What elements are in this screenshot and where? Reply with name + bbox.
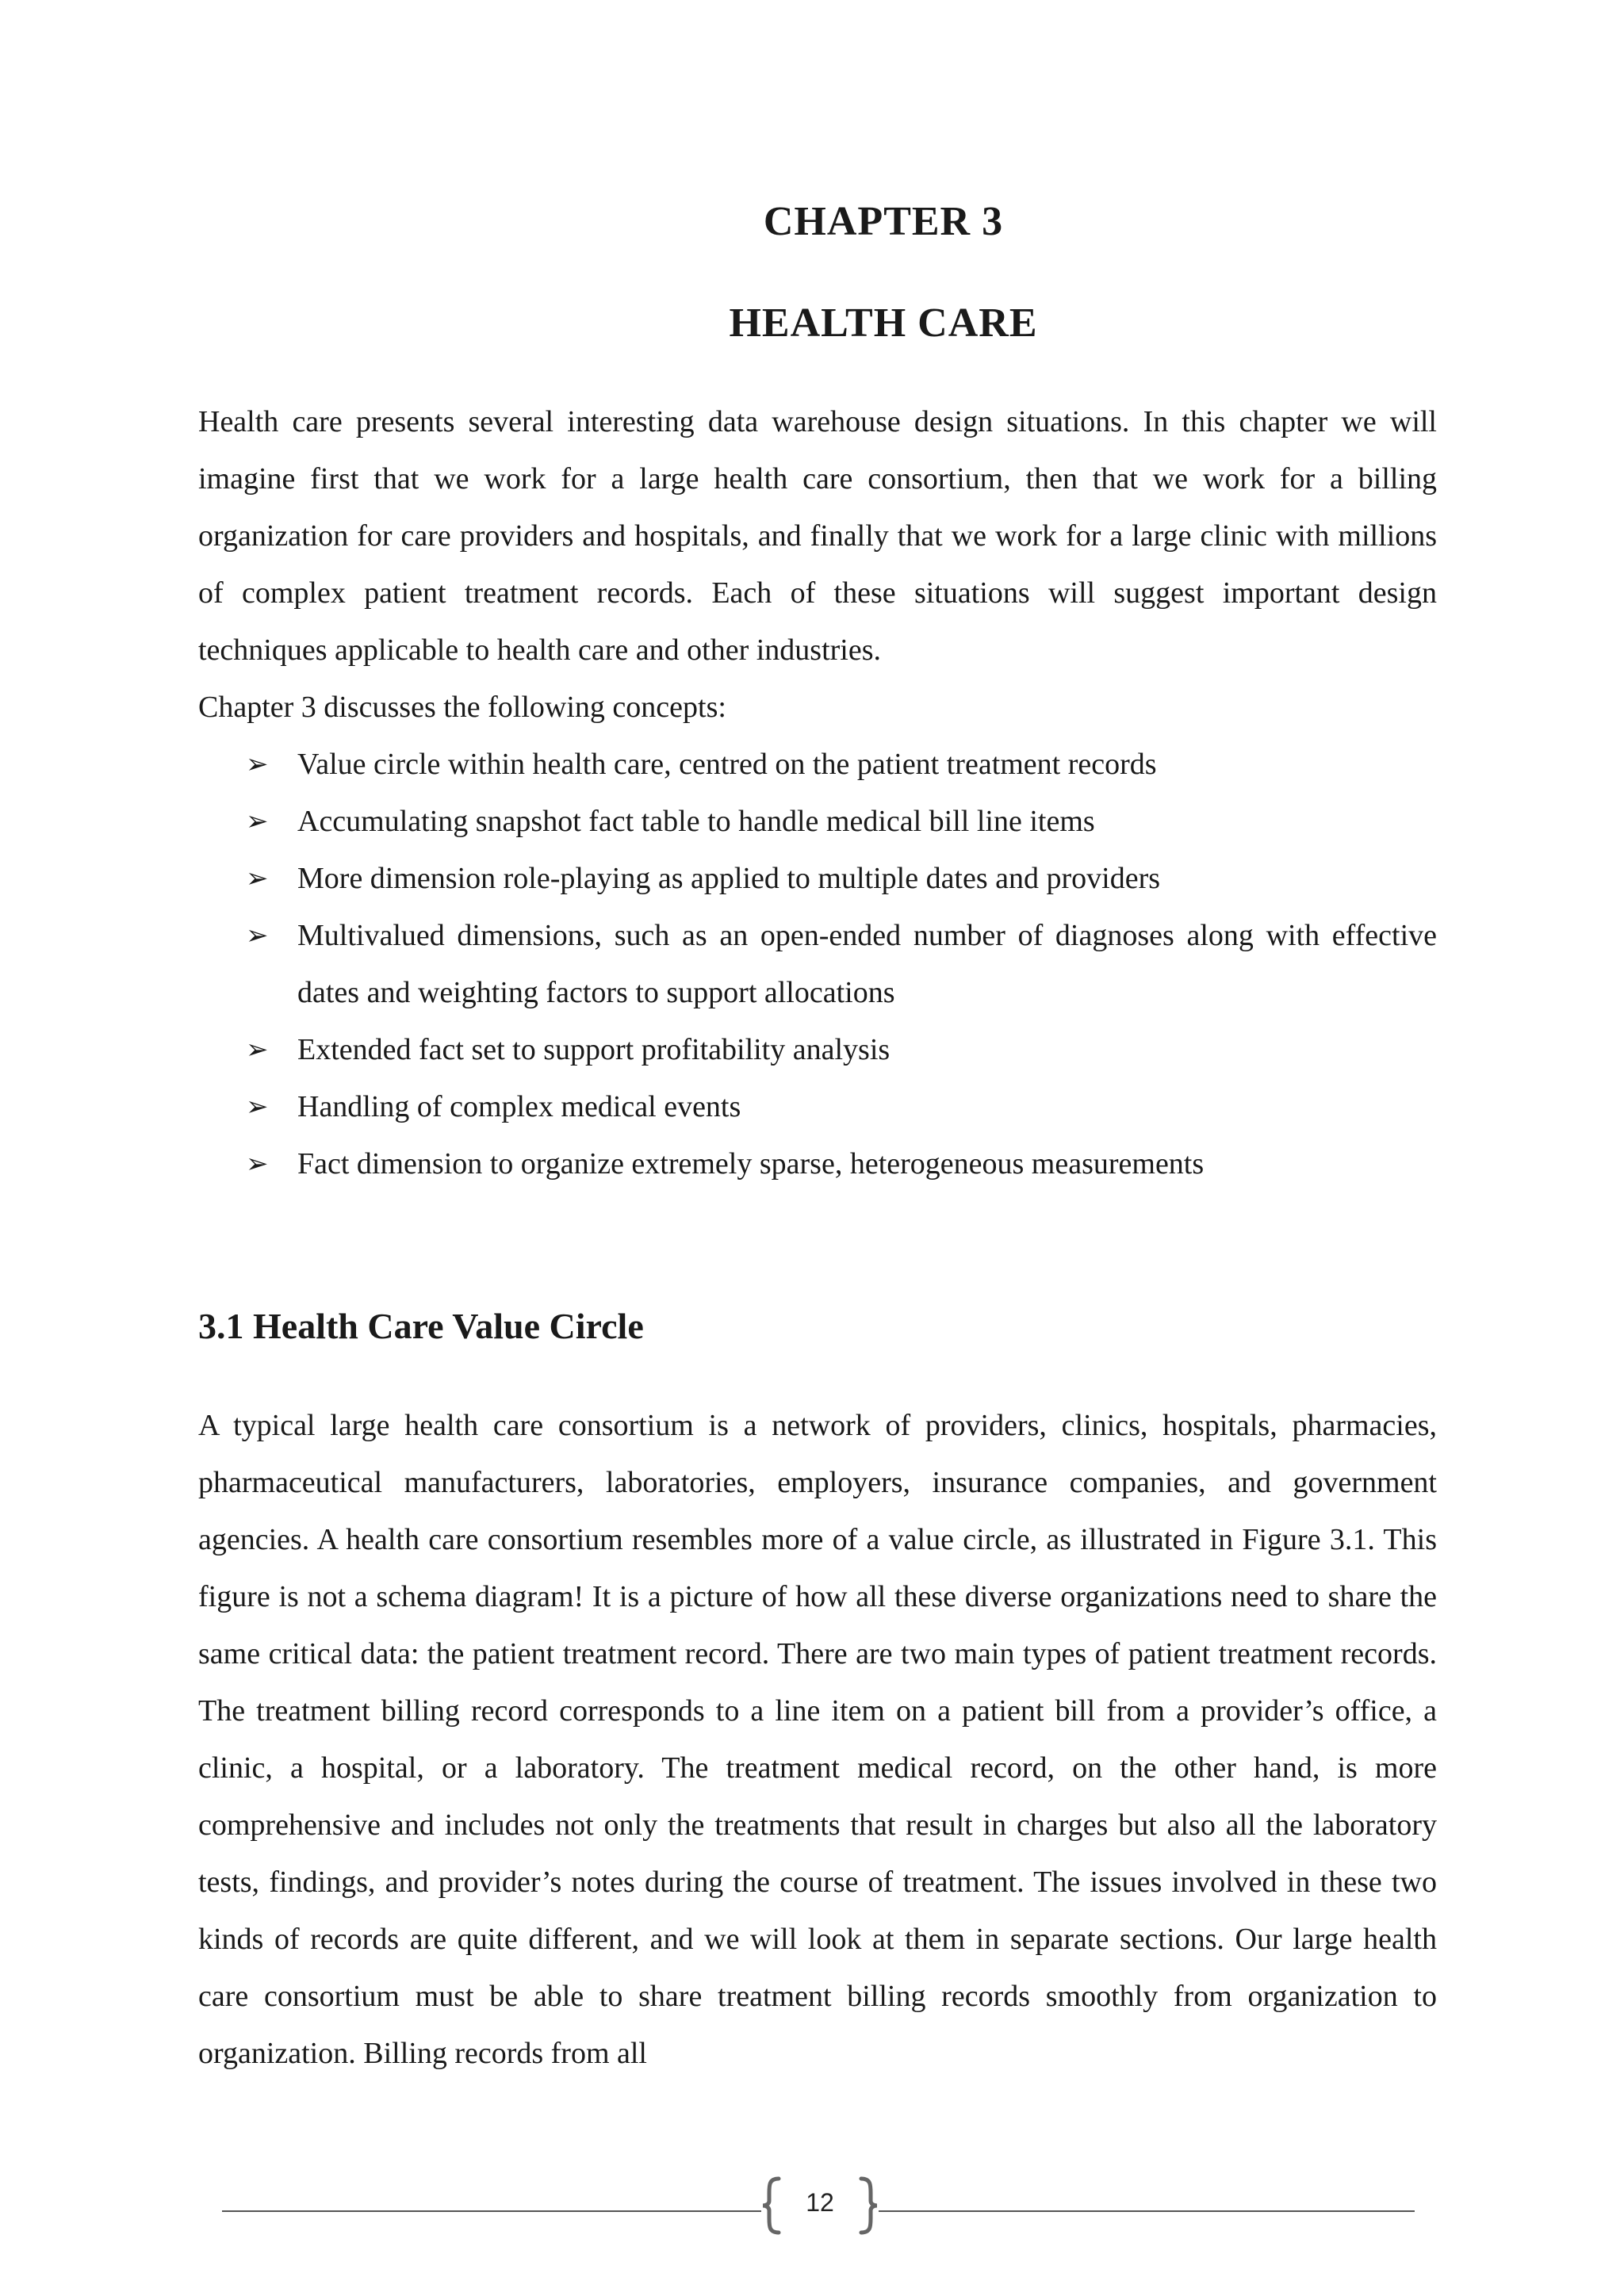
chapter-title: HEALTH CARE [729,300,1038,346]
list-item-text: More dimension role-playing as applied to multiple dates and providers [297,862,1161,895]
list-item [246,1078,1437,1135]
list-item-text: Fact dimension to organize extremely sparse, heterogeneous measurements [297,1147,1205,1181]
list-item-text: Value circle within health care, centred on the patient treatment records [297,748,1157,781]
list-item-text: Accumulating snapshot fact table to handle medical bill line items [297,805,1095,838]
arrow-bullet-icon: ➢ [246,1091,269,1123]
list-item [246,907,1437,1021]
arrow-bullet-icon: ➢ [246,863,269,894]
list-item-text: Multivalued dimensions, such as an open-ended number of diagnoses along with effective dates and weighting factors to support allocations [297,919,1437,1009]
section-heading: 3.1 Health Care Value Circle [198,1306,644,1346]
page-number: 12 [806,2188,834,2217]
page-number-box [761,2174,879,2237]
chapter-number: CHAPTER 3 [763,199,1004,244]
list-item [246,793,1437,850]
concepts-lead: Chapter 3 discusses the following concepts: [198,691,726,724]
arrow-bullet-icon: ➢ [246,920,269,951]
arrow-bullet-icon: ➢ [246,748,269,780]
arrow-bullet-icon: ➢ [246,806,269,837]
concepts-list [246,736,1437,1192]
intro-paragraph: Health care presents several interesting data warehouse design situations. In this chapter we will imagine first that we work for a large health care consortium, then that we work for a billing organization for care providers and hospitals, and finally that we work for a large clinic with millions of complex patient treatment records. Each of these situations will suggest important design techniques applicable to health care and other industries. [198,405,1437,667]
list-item [246,850,1437,907]
footer-rule-left [222,2210,761,2212]
footer-rule-right [879,2210,1415,2212]
section-paragraph: A typical large health care consortium is a network of providers, clinics, hospitals, pharmacies, pharmaceutical manufacturers, laboratories, employers, insurance companies, and government agencies. A health care consortium resembles more of a value circle, as illustrated in Figure 3.1. This figure is not a schema diagram! It is a picture of how all these diverse organizations need to share the same critical data: the patient treatment record. There are two main types of patient treatment records. The treatment billing record corresponds to a line item on a patient bill from a provider’s office, a clinic, a hospital, or a laboratory. The treatment medical record, on the other hand, is more comprehensive and includes not only the treatments that result in charges but also all the laboratory tests, findings, and provider’s notes during the course of treatment. The issues involved in these two kinds of records are quite different, and we will look at them in separate sections. Our large health care consortium must be able to share treatment billing records smoothly from organization to organization. Billing records from all [198,1409,1437,2070]
arrow-bullet-icon: ➢ [246,1034,269,1066]
list-item-text: Handling of complex medical events [297,1090,741,1123]
list-item [246,736,1437,793]
list-item-text: Extended fact set to support profitability analysis [297,1033,891,1066]
list-item [246,1021,1437,1078]
arrow-bullet-icon: ➢ [246,1148,269,1180]
list-item [246,1135,1437,1192]
